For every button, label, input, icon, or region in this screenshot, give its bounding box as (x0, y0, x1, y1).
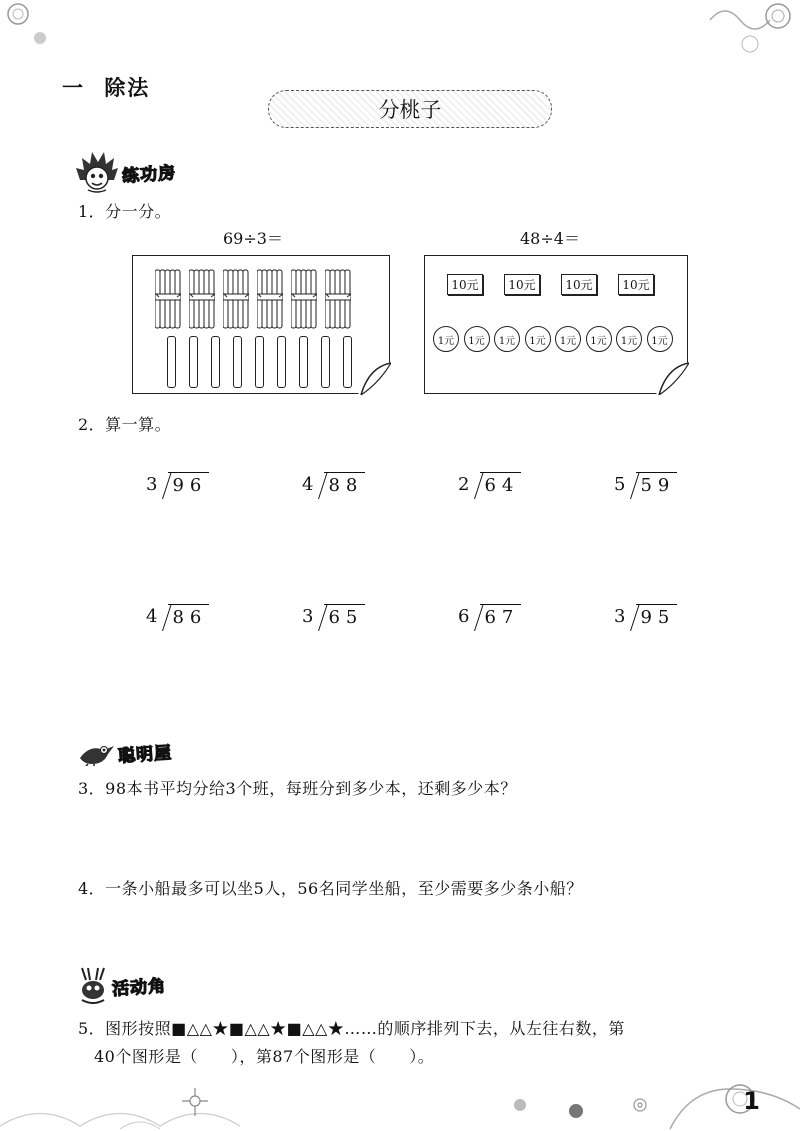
long-division (146, 472, 209, 498)
long-division (614, 472, 677, 498)
divisor: 3 (302, 606, 314, 627)
bug-icon (76, 966, 110, 1004)
stick-bundle (155, 266, 179, 330)
divisor: 4 (146, 606, 158, 627)
long-division (302, 604, 365, 630)
one-yuan-coin: 1元 (525, 326, 551, 352)
question-5-line-2: 40个图形是（ ），第87个图形是（ ）。 (94, 1047, 435, 1066)
one-yuan-coin: 1元 (433, 326, 459, 352)
dividend: 65 (324, 604, 365, 631)
ten-yuan-note: 10元 (504, 274, 540, 295)
dividend: 88 (324, 472, 365, 499)
one-yuan-coin: 1元 (494, 326, 520, 352)
dividend: 96 (168, 472, 209, 499)
single-stick (255, 336, 264, 388)
one-yuan-coin: 1元 (616, 326, 642, 352)
long-division (458, 472, 521, 498)
divisor: 3 (146, 474, 158, 495)
question-4: 4．一条小船最多可以坐5人，56名同学坐船，至少需要多少条小船？ (78, 879, 583, 898)
chapter-number: 一 (62, 76, 85, 100)
single-stick (277, 336, 286, 388)
dividend: 59 (636, 472, 677, 499)
dividend: 67 (480, 604, 521, 631)
question-3: 3．98本书平均分给3个班，每班分到多少本，还剩多少本？ (78, 779, 517, 798)
bottom-decoration (0, 1071, 800, 1131)
long-division (458, 604, 521, 630)
single-stick (167, 336, 176, 388)
left-equation: 69÷3＝ (223, 229, 283, 248)
page-curl-icon (357, 361, 391, 395)
ten-yuan-note: 10元 (618, 274, 654, 295)
section-smart (76, 738, 172, 766)
sticks-card (132, 255, 390, 394)
lesson-title: 分桃子 (268, 90, 552, 128)
divisor: 6 (458, 606, 470, 627)
single-stick (321, 336, 330, 388)
section-activity (76, 966, 166, 1004)
one-yuan-coin: 1元 (464, 326, 490, 352)
divisor: 4 (302, 474, 314, 495)
one-yuan-coin: 1元 (555, 326, 581, 352)
question-2-prompt: 2．算一算。 (78, 415, 172, 434)
hedgehog-icon (74, 150, 120, 194)
one-yuan-coin: 1元 (647, 326, 673, 352)
divisor: 3 (614, 606, 626, 627)
single-stick (343, 336, 352, 388)
bird-icon (76, 738, 116, 766)
divisor: 2 (458, 474, 470, 495)
stick-bundle (291, 266, 315, 330)
divisor: 5 (614, 474, 626, 495)
one-yuan-coin: 1元 (586, 326, 612, 352)
single-stick (299, 336, 308, 388)
section-practice (74, 150, 176, 194)
ten-yuan-note: 10元 (447, 274, 483, 295)
page-curl-icon (655, 361, 689, 395)
single-stick (211, 336, 220, 388)
chapter-heading (62, 72, 150, 102)
dividend: 95 (636, 604, 677, 631)
right-equation: 48÷4＝ (520, 229, 580, 248)
stick-bundle (223, 266, 247, 330)
question-5-line-1: 5．图形按照■△△★■△△★■△△★……的顺序排列下去，从左往右数，第 (78, 1019, 625, 1038)
long-division (146, 604, 209, 630)
question-1-prompt: 1．分一分。 (78, 202, 172, 221)
money-card (424, 255, 688, 394)
dividend: 86 (168, 604, 209, 631)
page-number: 1 (743, 1087, 760, 1115)
ten-yuan-note: 10元 (561, 274, 597, 295)
section-practice-label: 练功房 (121, 162, 177, 187)
long-division (614, 604, 677, 630)
stick-bundle (189, 266, 213, 330)
stick-bundle (257, 266, 281, 330)
chapter-title: 除法 (104, 76, 151, 100)
top-left-decoration (0, 0, 60, 60)
stick-bundle (325, 266, 349, 330)
long-division (302, 472, 365, 498)
section-smart-label: 聪明屋 (117, 742, 173, 767)
top-right-decoration (690, 0, 800, 70)
single-stick (233, 336, 242, 388)
section-activity-label: 活动角 (111, 975, 167, 1000)
single-stick (189, 336, 198, 388)
dividend: 64 (480, 472, 521, 499)
